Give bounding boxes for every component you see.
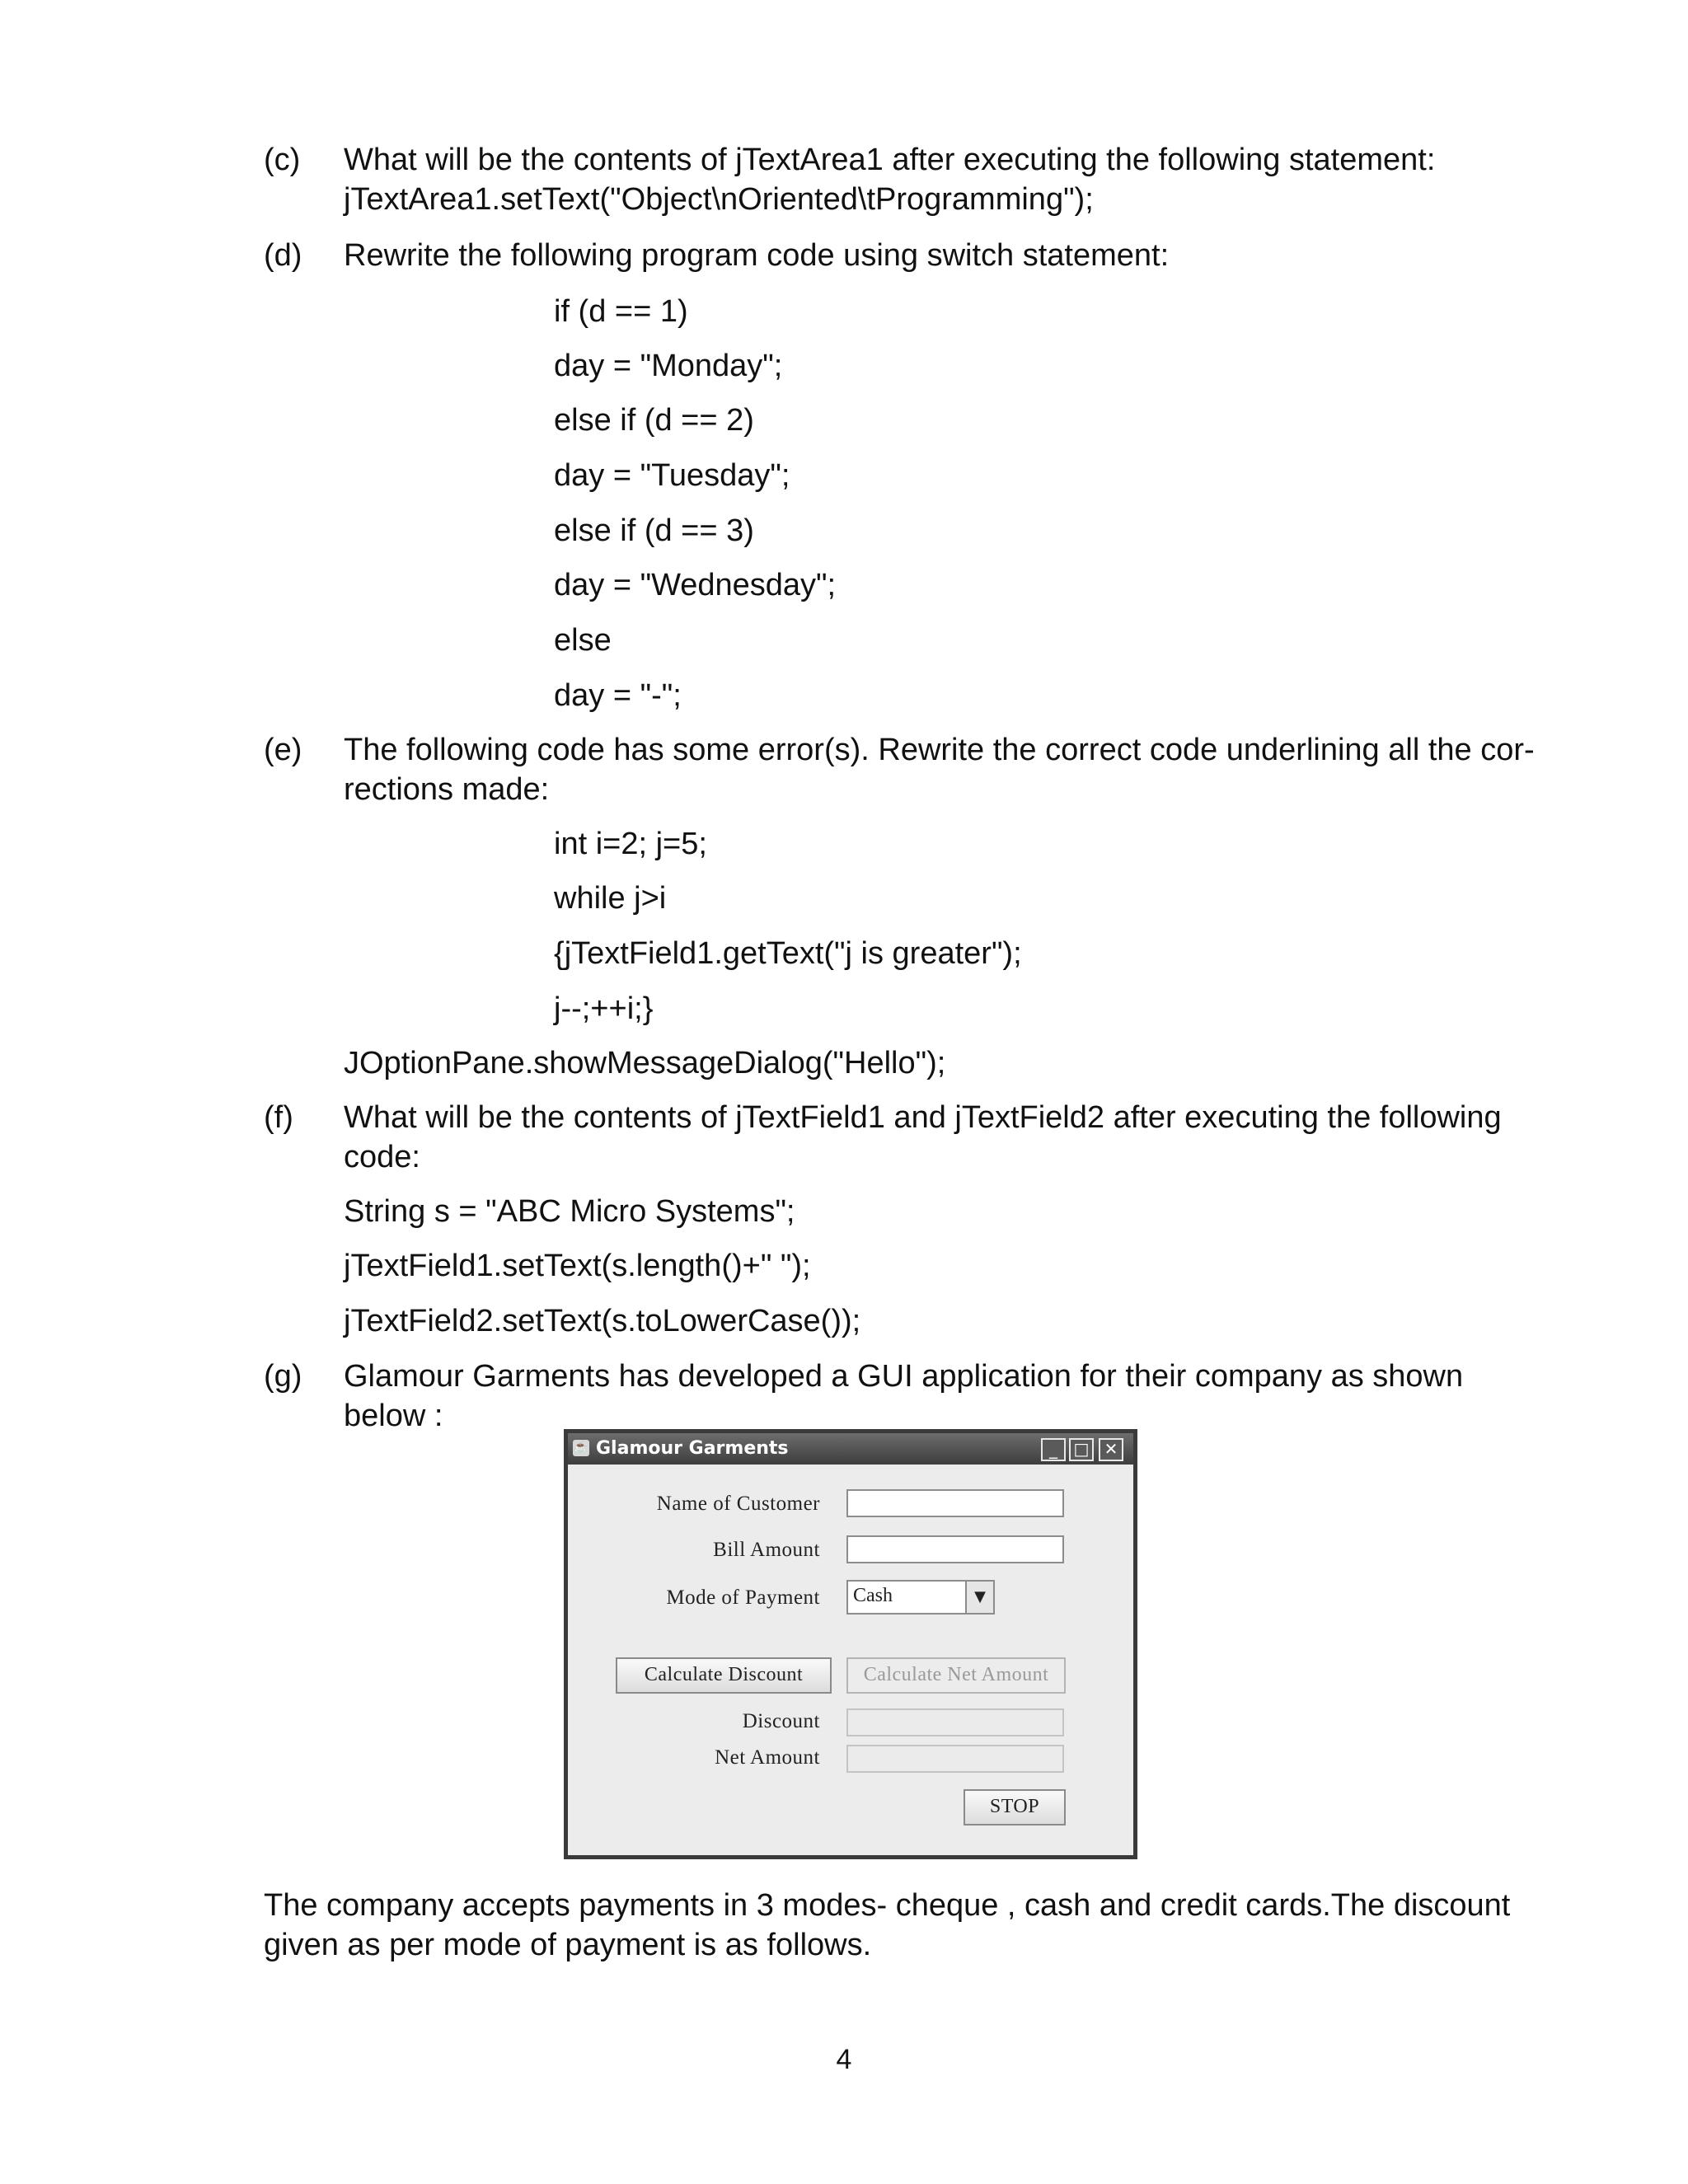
question-f-text-cont: code: xyxy=(344,1140,420,1174)
net-amount-field xyxy=(846,1745,1064,1773)
question-e-text: The following code has some error(s). Rewrite the correct code underlining all the cor- xyxy=(344,733,1535,767)
glamour-garments-window xyxy=(564,1429,1137,1859)
chevron-down-icon[interactable]: ▼ xyxy=(965,1582,993,1613)
code-line: String s = "ABC Micro Systems"; xyxy=(344,1194,795,1229)
payment-mode-combo[interactable] xyxy=(846,1580,995,1615)
question-e-label: (e) xyxy=(264,733,302,767)
java-cup-icon: ☕ xyxy=(573,1440,589,1456)
closing-text: The company accepts payments in 3 modes- cheque , cash and credit cards.The discount xyxy=(264,1888,1511,1923)
code-line: int i=2; j=5; xyxy=(554,827,707,861)
question-f-label: (f) xyxy=(264,1100,293,1135)
stop-button[interactable]: STOP xyxy=(964,1789,1066,1825)
code-line: j--;++i;} xyxy=(554,991,654,1026)
minimize-icon[interactable]: _ xyxy=(1041,1438,1066,1461)
code-line: JOptionPane.showMessageDialog("Hello"); xyxy=(344,1046,946,1080)
question-d-text: Rewrite the following program code using switch statement: xyxy=(344,238,1170,273)
question-d-label: (d) xyxy=(264,238,302,273)
page-number: 4 xyxy=(836,2044,852,2075)
window-titlebar xyxy=(568,1433,1133,1465)
net-amount-label: Net Amount xyxy=(715,1746,820,1769)
maximize-icon[interactable]: □ xyxy=(1069,1438,1094,1461)
calculate-discount-button[interactable]: Calculate Discount xyxy=(616,1657,832,1694)
code-line: else xyxy=(554,623,612,658)
question-g-text: Glamour Garments has developed a GUI application for their company as shown xyxy=(344,1359,1464,1394)
payment-mode-value: Cash xyxy=(853,1585,893,1606)
discount-field xyxy=(846,1708,1064,1736)
code-line: day = "Tuesday"; xyxy=(554,458,790,493)
question-c-code: jTextArea1.setText("Object\nOriented\tProgramming"); xyxy=(344,182,1094,217)
window-title: Glamour Garments xyxy=(596,1438,789,1459)
discount-label: Discount xyxy=(742,1710,820,1732)
question-c-label: (c) xyxy=(264,143,301,177)
code-line: else if (d == 3) xyxy=(554,513,754,548)
bill-amount-label: Bill Amount xyxy=(713,1539,820,1561)
customer-name-label: Name of Customer xyxy=(656,1493,820,1515)
code-line: else if (d == 2) xyxy=(554,403,754,438)
question-g-text-cont: below : xyxy=(344,1399,443,1433)
code-line: day = "Wednesday"; xyxy=(554,568,837,602)
payment-mode-label: Mode of Payment xyxy=(666,1586,820,1609)
code-line: while j>i xyxy=(554,881,667,916)
code-line: if (d == 1) xyxy=(554,294,688,329)
code-line: day = "-"; xyxy=(554,678,682,713)
code-line: {jTextField1.getText("j is greater"); xyxy=(554,936,1022,971)
customer-name-field[interactable] xyxy=(846,1489,1064,1517)
code-line: day = "Monday"; xyxy=(554,349,783,383)
close-icon[interactable]: ✕ xyxy=(1099,1438,1123,1461)
question-e-text-cont: rections made: xyxy=(344,772,550,807)
bill-amount-field[interactable] xyxy=(846,1535,1064,1563)
code-line: jTextField1.setText(s.length()+" "); xyxy=(344,1249,811,1283)
code-line: jTextField2.setText(s.toLowerCase()); xyxy=(344,1304,861,1338)
calculate-net-amount-button[interactable]: Calculate Net Amount xyxy=(846,1657,1066,1694)
question-f-text: What will be the contents of jTextField1 and jTextField2 after executing the following xyxy=(344,1100,1502,1135)
question-c-text: What will be the contents of jTextArea1 after executing the following statement: xyxy=(344,143,1436,177)
closing-text-cont: given as per mode of payment is as follows. xyxy=(264,1928,872,1962)
question-g-label: (g) xyxy=(264,1359,302,1394)
